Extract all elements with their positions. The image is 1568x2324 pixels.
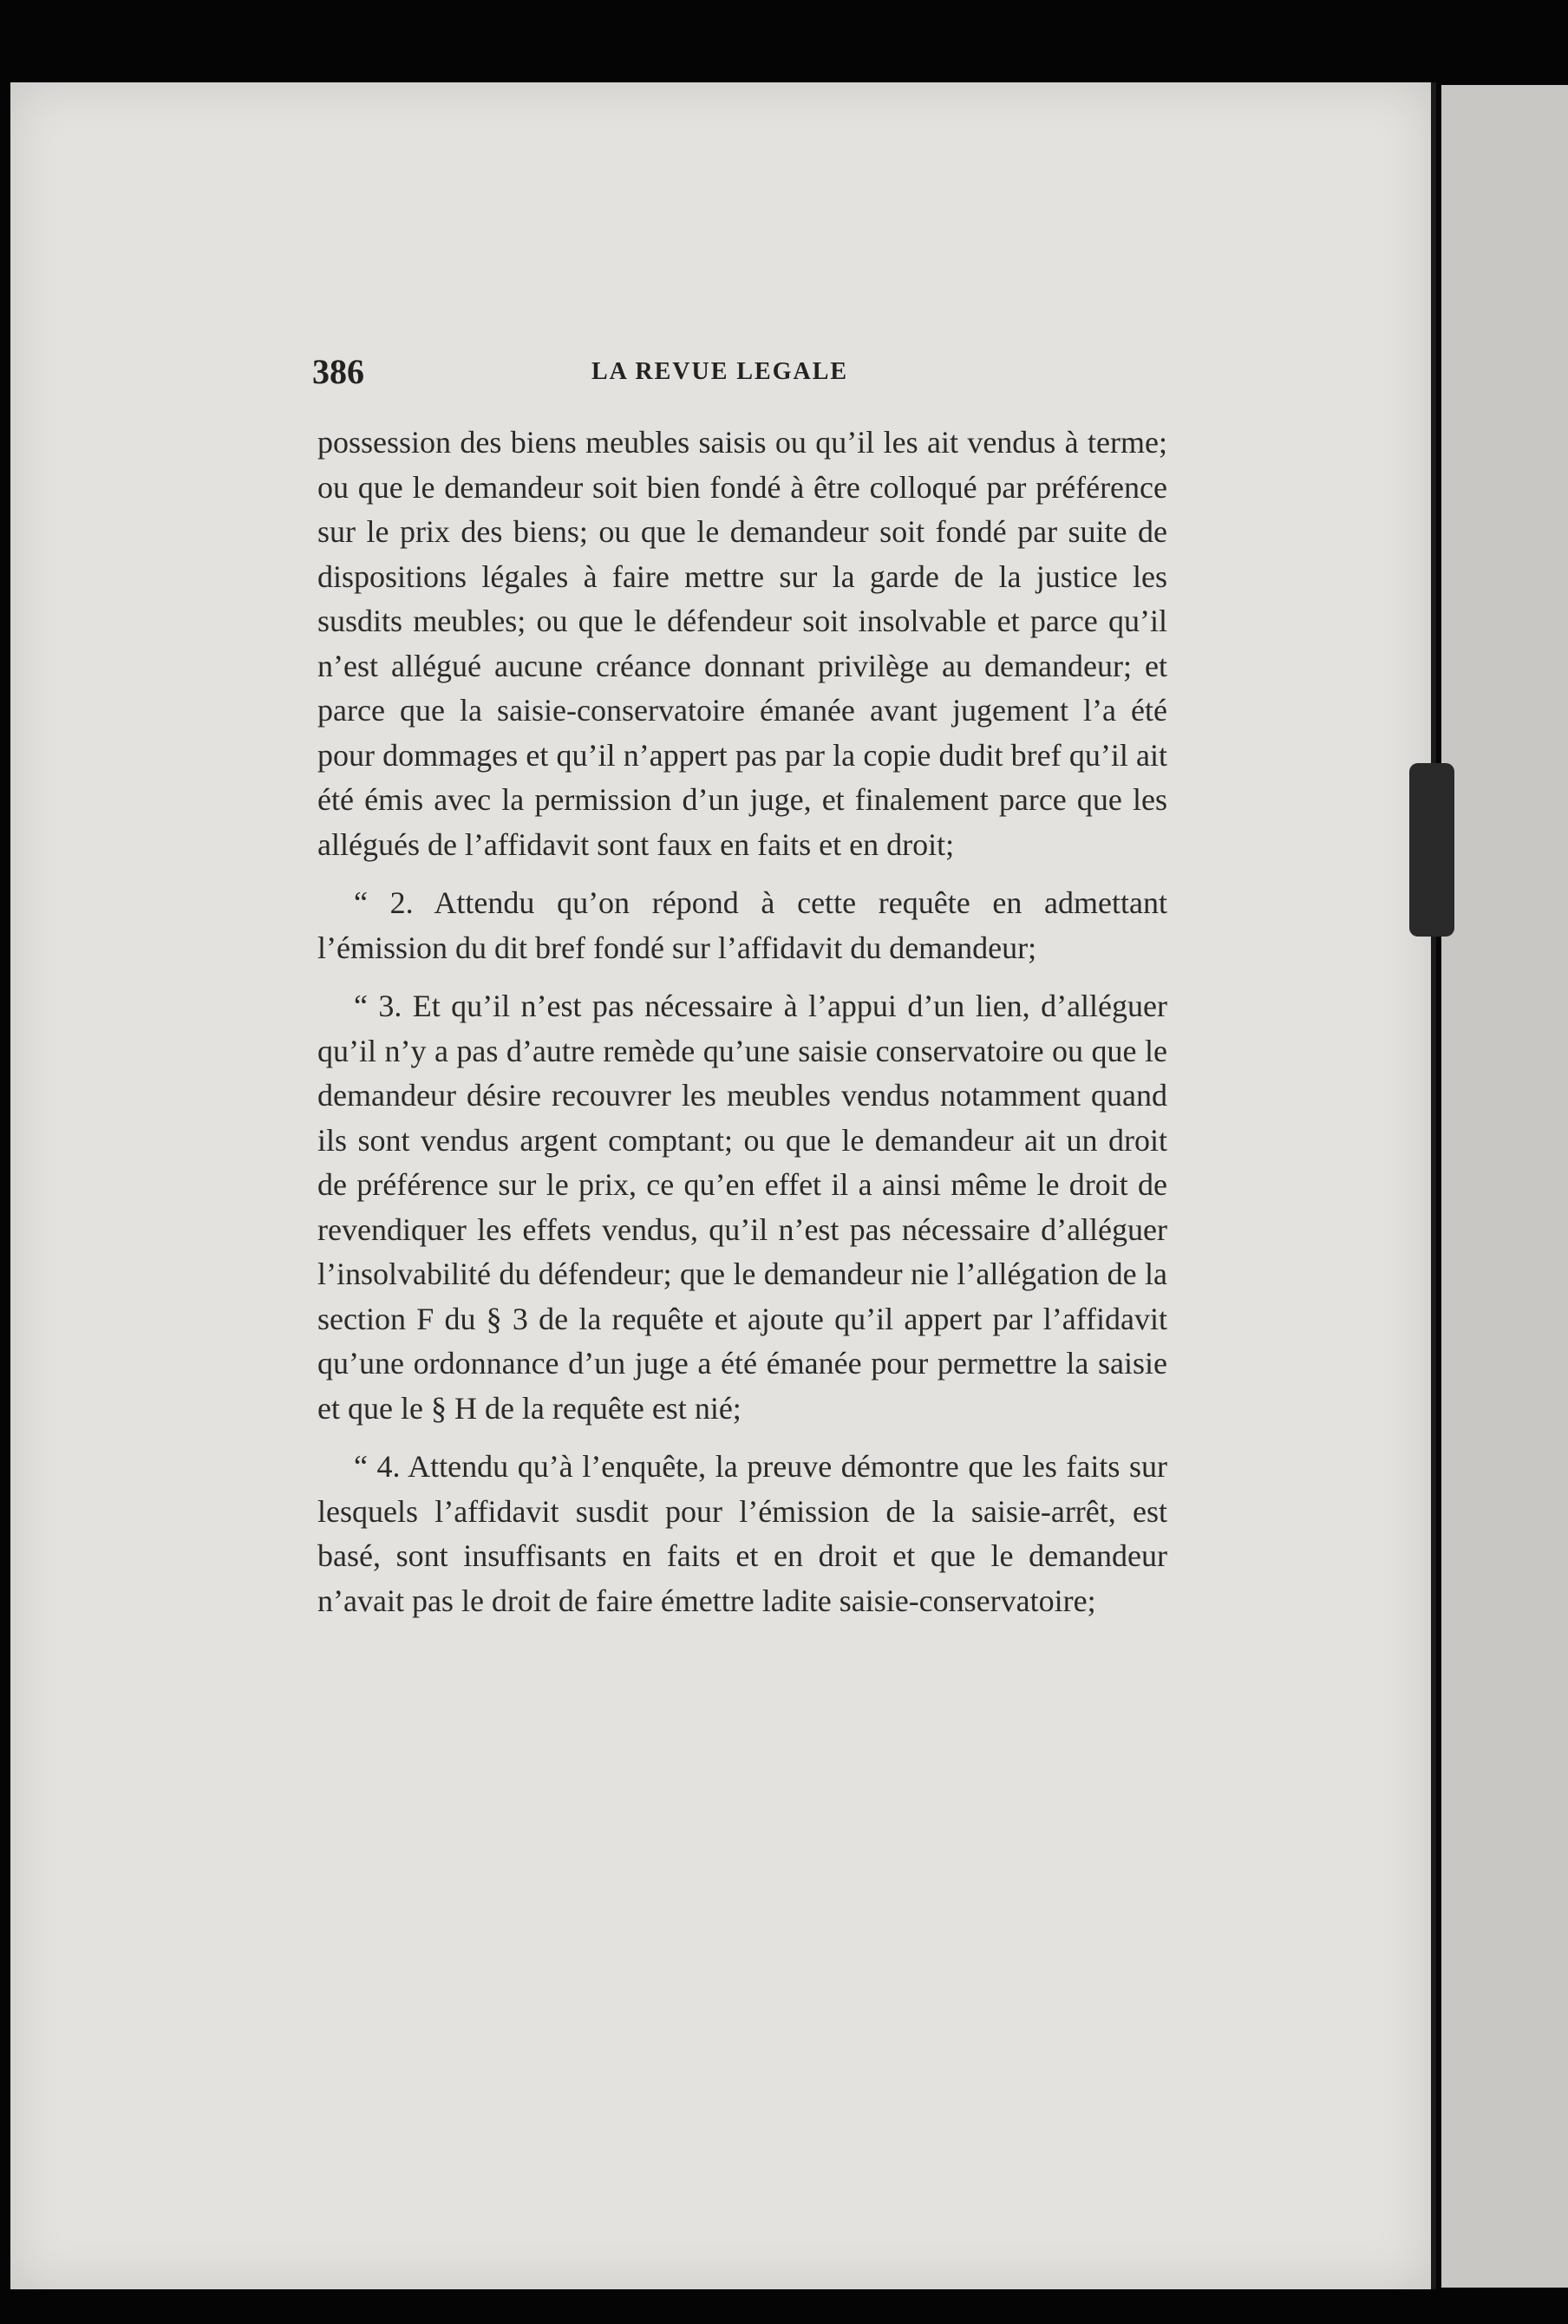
page-header — [312, 351, 1179, 403]
page-body — [317, 421, 1167, 1637]
page-number: 386 — [312, 352, 364, 391]
running-head: LA REVUE LEGALE — [591, 358, 849, 385]
binding-clip — [1409, 763, 1454, 937]
paragraph-2: “ 2. Attendu qu’on répond à cette requête en admettant l’émission du dit bref fondé sur l’affidavit du demandeur; — [317, 885, 1167, 965]
paragraph-3: “ 3. Et qu’il n’est pas nécessaire à l’appui d’un lien, d’alléguer qu’il n’y a pas d’autre remède qu’une saisie conservatoire ou que le demandeur désire recouvrer les meubles vendus notamment quand ils sont vendus argent comptant; ou que le demandeur ait un droit de préférence sur le prix, ce qu’en effet il a ainsi même le droit de revendiquer les effets vendus, qu’il n’est pas nécessaire d’alléguer l’insolvabilité du défendeur; que le demandeur nie l’allégation de la section F du § 3 de la requête et ajoute qu’il appert par l’affidavit qu’une ordonnance d’un juge a été émanée pour permettre la saisie et que le § H de la requête est nié; — [317, 989, 1167, 1426]
paragraph-continuation: possession des biens meubles saisis ou qu’il les ait vendus à terme; ou que le demandeur soit bien fondé à être colloqué par préférence sur le prix des biens; ou que le demandeur soit fondé par suite de dispositions légales à faire mettre sur la garde de la justice les susdits meubles; ou que le défendeur soit insolvable et parce qu’il n’est allégué aucune créance donnant privilège au demandeur; et parce que la saisie-conservatoire émanée avant jugement l’a été pour dommages et qu’il n’appert pas par la copie dudit bref qu’il ait été émis avec la permission d’un juge, et finalement parce que les allégués de l’affidavit sont faux en faits et en droit; — [317, 425, 1167, 862]
adjacent-page-edge — [1441, 85, 1568, 2288]
paragraph-4: “ 4. Attendu qu’à l’enquête, la preuve démontre que les faits sur lesquels l’affidavit susdit pour l’émission de la saisie-arrêt, est basé, sont insuffisants en faits et en droit et que le demandeur n’avait pas le droit de faire émettre ladite saisie-conservatoire; — [317, 1449, 1167, 1618]
